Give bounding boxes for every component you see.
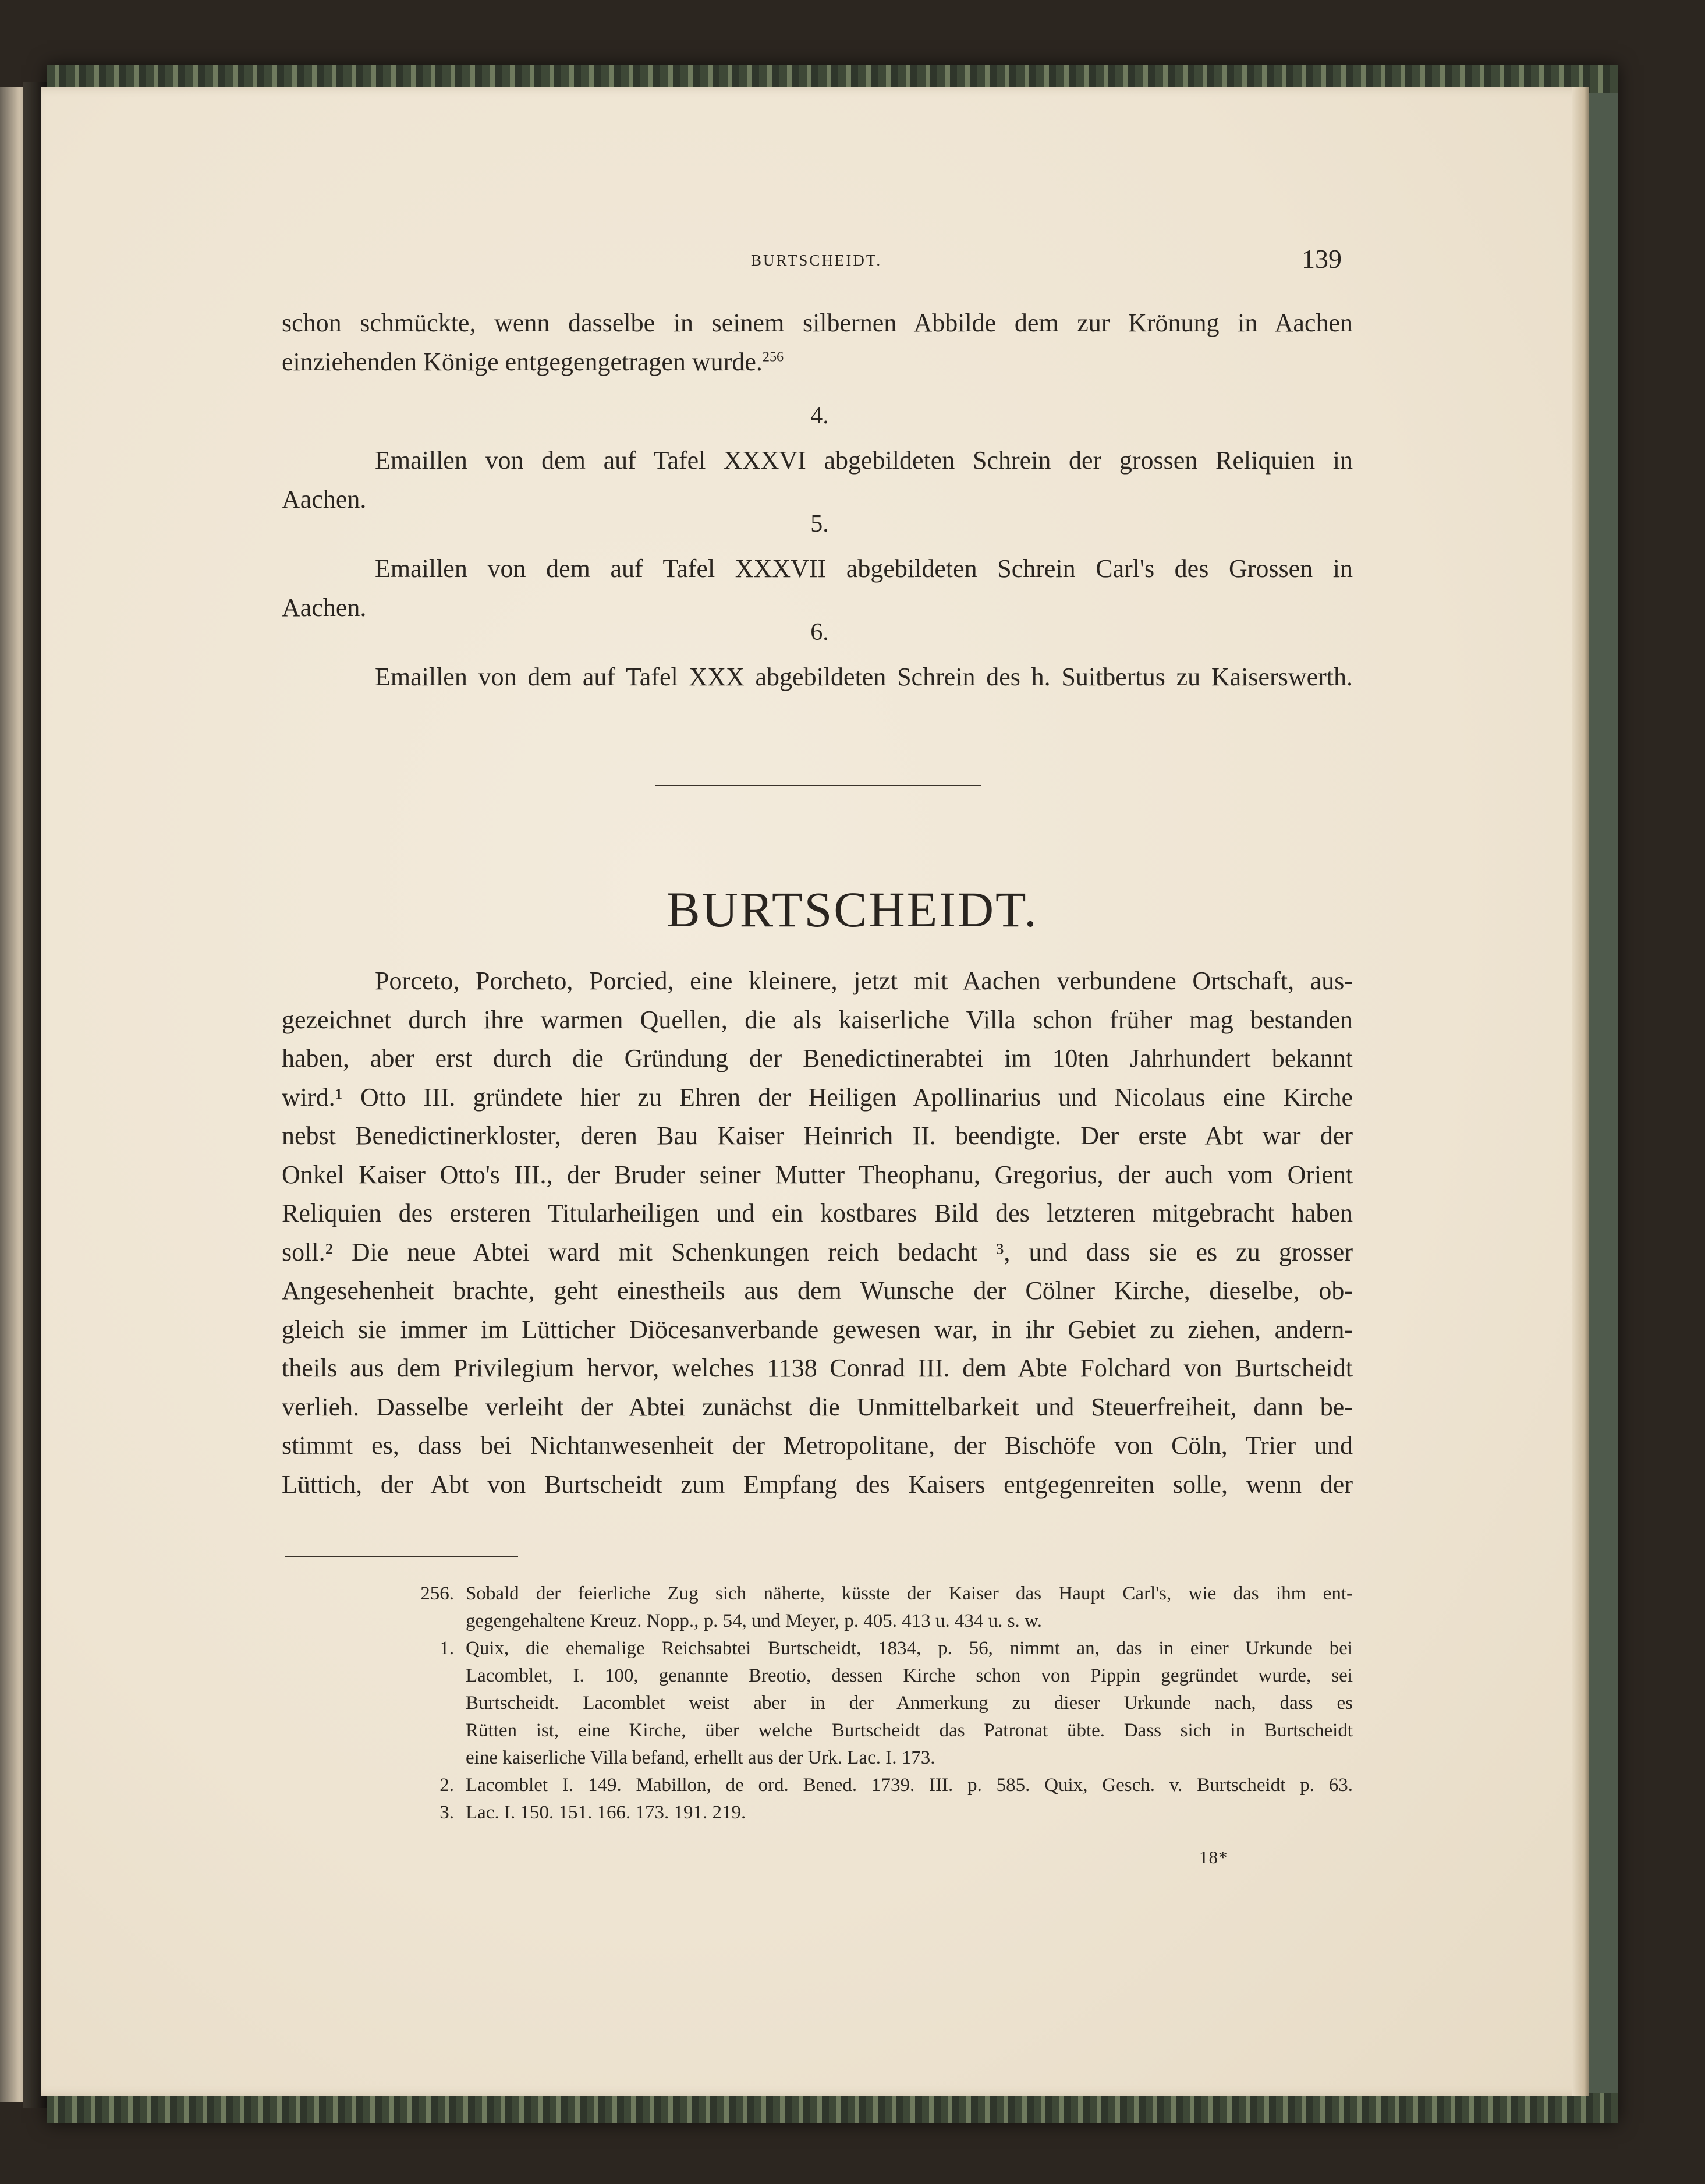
footnote-line: Lacomblet, I. 100, genannte Breotio, dessen Kirche schon von Pippin gegründet wurde, sei: [466, 1665, 1353, 1686]
footnote-line: Burtscheidt. Lacomblet weist aber in der Anmerkung zu dieser Urkunde nach, dass es: [466, 1693, 1353, 1714]
text-line: Aachen.: [282, 593, 367, 622]
text-line: Porceto, Porcheto, Porcied, eine kleinere, jetzt mit Aachen verbundene Ortschaft, aus-: [375, 967, 1353, 995]
cover-binding-bottom: [47, 2093, 1618, 2123]
numbered-item: [282, 658, 1353, 697]
text-line: schon schmückte, wenn dasselbe in seinem silbernen Abbilde dem zur Krönung in Aachen: [282, 309, 1353, 337]
item-number: 4.: [810, 402, 829, 429]
printer-signature: 18*: [1199, 1847, 1228, 1867]
text-line: verlieh. Dasselbe verleiht der Abtei zunächst die Unmittelbarkeit und Steuerfreiheit, dann be-: [282, 1392, 1353, 1421]
page-number: 139: [1302, 244, 1342, 274]
text-line: theils aus dem Privilegium hervor, welches 1138 Conrad III. dem Abte Folchard von Burtscheidt: [282, 1354, 1353, 1382]
text-line: Onkel Kaiser Otto's III., der Bruder seiner Mutter Theophanu, Gregorius, der auch vom Orient: [282, 1160, 1353, 1189]
numbered-item: [282, 550, 1353, 627]
running-head: BURTSCHEIDT.: [751, 252, 882, 269]
text-line: stimmt es, dass bei Nichtanwesenheit der Metropolitane, der Bischöfe von Cöln, Trier und: [282, 1431, 1353, 1460]
footnote-rule: [285, 1556, 518, 1557]
footnote-line: Lac. I. 150. 151. 166. 173. 191. 219.: [466, 1802, 746, 1823]
text-line: gezeichnet durch ihre warmen Quellen, die als kaiserliche Villa schon früher mag bestanden: [282, 1005, 1353, 1034]
footnote: [373, 1635, 1353, 1772]
section-paragraph: [282, 962, 1353, 1504]
footnote-line: Quix, die ehemalige Reichsabtei Burtscheidt, 1834, p. 56, nimmt an, das in einer Urkunde bei: [466, 1638, 1353, 1659]
footnotes: [373, 1580, 1353, 1827]
footnote-line: eine kaiserliche Villa befand, erhellt aus der Urk. Lac. I. 173.: [466, 1747, 935, 1768]
text-line: gleich sie immer im Lütticher Diöcesanverbande gewesen war, in ihr Gebiet zu ziehen, andern-: [282, 1315, 1353, 1344]
section-title: BURTSCHEIDT.: [667, 882, 1038, 937]
footnote-number: 256.: [420, 1583, 454, 1604]
numbered-item: [282, 441, 1353, 519]
footnote: [373, 1772, 1353, 1799]
text-line: Emaillen von dem auf Tafel XXXVII abgebildeten Schrein Carl's des Grossen in: [375, 554, 1353, 583]
continuation-paragraph: [282, 304, 1353, 381]
text-line: soll.² Die neue Abtei ward mit Schenkungen reich bedacht ³, und dass sie es zu grosser: [282, 1237, 1353, 1266]
text-line: wird.¹ Otto III. gründete hier zu Ehren der Heiligen Apollinarius und Nicolaus eine Kirche: [282, 1082, 1353, 1112]
footnote: [373, 1580, 1353, 1635]
text-line: Angesehenheit brachte, geht einestheils aus dem Wunsche der Cölner Kirche, dieselbe, ob-: [282, 1276, 1353, 1305]
text-line: Aachen.: [282, 484, 367, 514]
footnote-line: Lacomblet I. 149. Mabillon, de ord. Bened. 1739. III. p. 585. Quix, Gesch. v. Burtscheidt p. 63.: [466, 1775, 1353, 1796]
page-stack-edge: [1572, 87, 1589, 2096]
footnote-number: 3.: [439, 1802, 454, 1823]
text-line: Emaillen von dem auf Tafel XXX abgebildeten Schrein des h. Suitbertus zu Kaiserswerth.: [375, 663, 1353, 691]
footnote-line: Rütten ist, eine Kirche, über welche Burtscheidt das Patronat übte. Dass sich in Burtscheidt: [466, 1720, 1353, 1741]
text-line: haben, aber erst durch die Gründung der Benedictinerabtei im 10ten Jahrhundert bekannt: [282, 1044, 1353, 1072]
footnote-number: 1.: [439, 1638, 454, 1659]
section-divider: [655, 785, 981, 786]
text-line: nebst Benedictinerkloster, deren Bau Kaiser Heinrich II. beendigte. Der erste Abt war der: [282, 1121, 1353, 1150]
footnote: [373, 1799, 1353, 1827]
footnote-line: Sobald der feierliche Zug sich näherte, küsste der Kaiser das Haupt Carl's, wie das ihm ent-: [466, 1583, 1353, 1604]
text-line-content: einziehenden Könige entgegengetragen wurde.: [282, 347, 763, 376]
footnote-number: 2.: [439, 1775, 454, 1796]
text-line: Lüttich, der Abt von Burtscheidt zum Empfang des Kaisers entgegenreiten solle, wenn der: [282, 1470, 1353, 1499]
footnote-ref: 256: [762, 348, 784, 364]
item-number: 6.: [810, 619, 829, 646]
text-line: Emaillen von dem auf Tafel XXXVI abgebildeten Schrein der grossen Reliquien in: [375, 446, 1353, 475]
item-number: 5.: [810, 511, 829, 537]
footnote-line: gegengehaltene Kreuz. Nopp., p. 54, und Meyer, p. 405. 413 u. 434 u. s. w.: [466, 1610, 1042, 1631]
text-line: Reliquien des ersteren Titularheiligen und ein kostbares Bild des letzteren mitgebracht haben: [282, 1199, 1353, 1227]
text-line: [282, 343, 1353, 382]
